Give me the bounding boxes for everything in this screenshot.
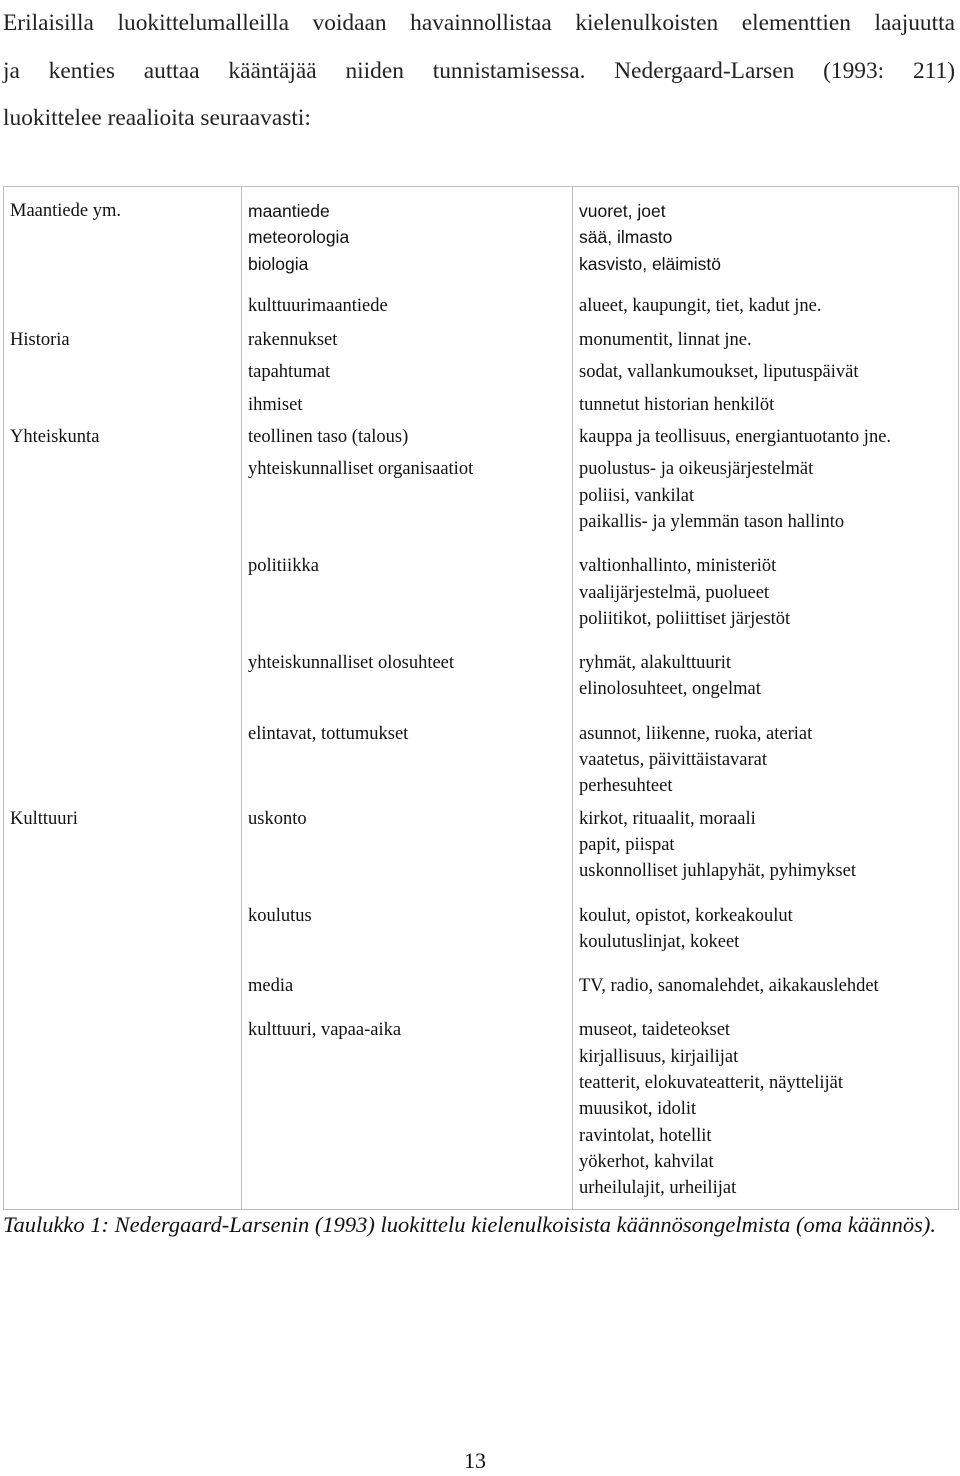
- example-item: kasvisto, eläimistö: [579, 253, 721, 274]
- example-item: ryhmät, alakulttuurit: [579, 653, 732, 674]
- category-cell: [4, 354, 242, 386]
- subcategory-item: kulttuuri, vapaa-aika: [248, 1020, 402, 1041]
- category-label: Historia: [10, 330, 70, 351]
- example-item: papit, piispat: [579, 834, 675, 855]
- subcategory-item: politiikka: [248, 556, 319, 577]
- subcategory-cell: [242, 548, 573, 645]
- example-item: vuoret, joet: [579, 201, 666, 221]
- intro-line: ja kenties auttaa kääntäjää niiden tunnistamisessa. Nedergaard-Larsen (1993: 211): [3, 57, 955, 84]
- example-item: paikallis- ja ylemmän tason hallinto: [579, 511, 845, 532]
- page-number: 13: [464, 1448, 486, 1473]
- example-item: museot, taideteokset: [579, 1020, 731, 1041]
- examples-cell: [573, 1012, 959, 1209]
- examples-cell: [573, 898, 959, 969]
- subcategory-item: maantiede: [248, 201, 330, 221]
- subcategory-cell: [242, 801, 573, 898]
- subcategory-cell: [242, 898, 573, 969]
- example-item: koulutuslinjat, kokeet: [579, 931, 740, 952]
- subcategory-item: teollinen taso (talous): [248, 427, 409, 448]
- table-body: [4, 187, 959, 1210]
- table-row: [4, 419, 959, 451]
- example-item: monumentit, linnat jne.: [579, 330, 752, 351]
- example-item: vaatetus, päivittäistavarat: [579, 750, 768, 771]
- subcategory-cell: [242, 187, 573, 288]
- example-item: puolustus- ja oikeusjärjestelmät: [579, 459, 814, 480]
- subcategory-item: media: [248, 976, 294, 997]
- example-item: valtionhallinto, ministeriöt: [579, 556, 777, 577]
- category-cell: [4, 451, 242, 548]
- table-row: [4, 645, 959, 716]
- category-cell: [4, 288, 242, 322]
- subcategory-cell: [242, 419, 573, 451]
- subcategory-item: yhteiskunnalliset olosuhteet: [248, 653, 455, 674]
- example-item: muusikot, idolit: [579, 1099, 697, 1120]
- table-row: [4, 187, 959, 288]
- category-cell: [4, 716, 242, 801]
- table-row: [4, 288, 959, 322]
- example-item: elinolosuhteet, ongelmat: [579, 679, 761, 700]
- example-item: perhesuhteet: [579, 776, 673, 797]
- subcategory-item: kulttuurimaantiede: [248, 295, 388, 316]
- example-item: tunnetut historian henkilöt: [579, 394, 775, 415]
- table-row: [4, 898, 959, 969]
- table-row: [4, 322, 959, 354]
- intro-paragraph: [3, 0, 955, 143]
- example-item: kauppa ja teollisuus, energiantuotanto jne.: [579, 427, 892, 448]
- examples-cell: [573, 387, 959, 419]
- example-item: ravintolat, hotellit: [579, 1125, 712, 1146]
- realia-classification-table: [3, 186, 959, 1210]
- subcategory-item: meteorologia: [248, 227, 350, 248]
- subcategory-cell: [242, 387, 573, 419]
- table-caption: Taulukko 1: Nedergaard-Larsenin (1993) luokittelu kielenulkoisista käännösongelmista (oma käännös).: [3, 1212, 937, 1237]
- subcategory-item: yhteiskunnalliset organisaatiot: [248, 459, 474, 480]
- category-cell: [4, 322, 242, 354]
- intro-line: Erilaisilla luokittelumalleilla voidaan havainnollistaa kielenulkoisten elementtien laajuutta: [3, 10, 955, 36]
- subcategory-cell: [242, 322, 573, 354]
- category-cell: [4, 548, 242, 645]
- examples-cell: [573, 288, 959, 322]
- examples-cell: [573, 801, 959, 898]
- examples-cell: [573, 451, 959, 548]
- example-item: kirkot, rituaalit, moraali: [579, 808, 756, 829]
- table-row: [4, 387, 959, 419]
- example-item: alueet, kaupungit, tiet, kadut jne.: [579, 295, 822, 316]
- examples-cell: [573, 968, 959, 1012]
- examples-cell: [573, 548, 959, 645]
- category-cell: [4, 898, 242, 969]
- category-cell: [4, 645, 242, 716]
- category-cell: [4, 801, 242, 898]
- subcategory-cell: [242, 451, 573, 548]
- subcategory-item: uskonto: [248, 808, 307, 829]
- category-label: Yhteiskunta: [10, 427, 100, 448]
- category-label: Kulttuuri: [10, 808, 78, 829]
- subcategory-cell: [242, 1012, 573, 1209]
- category-cell: [4, 419, 242, 451]
- example-item: sodat, vallankumoukset, liputuspäivät: [579, 362, 859, 383]
- table-row: [4, 968, 959, 1012]
- example-item: poliisi, vankilat: [579, 485, 695, 506]
- intro-line: luokittelee reaalioita seuraavasti:: [3, 105, 311, 131]
- table-row: [4, 354, 959, 386]
- example-item: yökerhot, kahvilat: [579, 1151, 714, 1172]
- category-label: Maantiede ym.: [10, 201, 121, 221]
- table-row: [4, 548, 959, 645]
- table-row: [4, 1012, 959, 1209]
- subcategory-item: elintavat, tottumukset: [248, 723, 409, 744]
- examples-cell: [573, 716, 959, 801]
- subcategory-item: rakennukset: [248, 330, 338, 351]
- examples-cell: [573, 354, 959, 386]
- subcategory-cell: [242, 968, 573, 1012]
- example-item: uskonnolliset juhlapyhät, pyhimykset: [579, 861, 856, 882]
- table-row: [4, 451, 959, 548]
- subcategory-cell: [242, 716, 573, 801]
- subcategory-cell: [242, 354, 573, 386]
- example-item: TV, radio, sanomalehdet, aikakauslehdet: [579, 976, 879, 997]
- table-row: [4, 716, 959, 801]
- category-cell: [4, 387, 242, 419]
- subcategory-cell: [242, 645, 573, 716]
- example-item: poliitikot, poliittiset järjestöt: [579, 608, 791, 629]
- subcategory-item: ihmiset: [248, 394, 303, 415]
- subcategory-item: biologia: [248, 253, 309, 274]
- examples-cell: [573, 419, 959, 451]
- subcategory-item: tapahtumat: [248, 362, 331, 383]
- example-item: vaalijärjestelmä, puolueet: [579, 582, 770, 603]
- example-item: sää, ilmasto: [579, 227, 673, 248]
- subcategory-cell: [242, 288, 573, 322]
- example-item: koulut, opistot, korkeakoulut: [579, 905, 793, 926]
- examples-cell: [573, 322, 959, 354]
- examples-cell: [573, 645, 959, 716]
- category-cell: [4, 968, 242, 1012]
- example-item: urheilulajit, urheilijat: [579, 1178, 737, 1199]
- examples-cell: [573, 187, 959, 288]
- example-item: kirjallisuus, kirjailijat: [579, 1046, 739, 1067]
- category-cell: [4, 1012, 242, 1209]
- subcategory-item: koulutus: [248, 905, 312, 926]
- example-item: teatterit, elokuvateatterit, näyttelijät: [579, 1073, 844, 1094]
- example-item: asunnot, liikenne, ruoka, ateriat: [579, 723, 813, 744]
- category-cell: [4, 187, 242, 288]
- table-row: [4, 801, 959, 898]
